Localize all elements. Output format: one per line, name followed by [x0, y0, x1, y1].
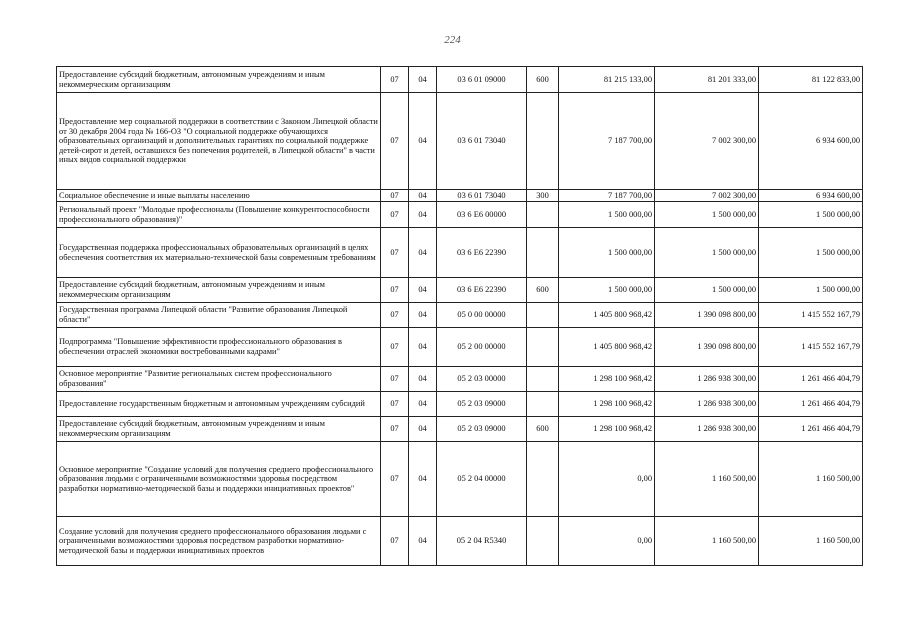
target-article-code: 05 2 00 00000 [437, 328, 527, 367]
amount-year-1: 1 298 100 968,42 [559, 392, 655, 417]
amount-year-2: 1 160 500,00 [655, 442, 759, 517]
amount-year-3: 1 415 552 167,79 [759, 328, 863, 367]
row-name: Предоставление субсидий бюджетным, автономным учреждениям и иным некоммерческим организациям [57, 67, 381, 93]
subsection-code: 04 [409, 392, 437, 417]
target-article-code: 05 2 03 09000 [437, 392, 527, 417]
amount-year-2: 1 160 500,00 [655, 517, 759, 566]
target-article-code: 05 2 04 00000 [437, 442, 527, 517]
subsection-code: 04 [409, 303, 437, 328]
table-row [57, 392, 863, 417]
amount-year-2: 7 002 300,00 [655, 93, 759, 190]
amount-year-3: 6 934 600,00 [759, 190, 863, 202]
row-name: Предоставление субсидий бюджетным, автономным учреждениям и иным некоммерческим организациям [57, 417, 381, 442]
amount-year-1: 1 298 100 968,42 [559, 367, 655, 392]
row-name: Региональный проект "Молодые профессионалы (Повышение конкурентоспособности профессионального образования)" [57, 202, 381, 228]
amount-year-2: 81 201 333,00 [655, 67, 759, 93]
subsection-code: 04 [409, 367, 437, 392]
amount-year-3: 1 261 466 404,79 [759, 392, 863, 417]
target-article-code: 03 6 E6 22390 [437, 228, 527, 278]
subsection-code: 04 [409, 278, 437, 303]
expense-type-code [527, 517, 559, 566]
table-row [57, 278, 863, 303]
amount-year-1: 0,00 [559, 517, 655, 566]
expense-type-code [527, 392, 559, 417]
amount-year-2: 1 286 938 300,00 [655, 417, 759, 442]
amount-year-2: 1 500 000,00 [655, 278, 759, 303]
expense-type-code [527, 228, 559, 278]
table-row [57, 202, 863, 228]
target-article-code: 05 2 03 09000 [437, 417, 527, 442]
amount-year-1: 7 187 700,00 [559, 190, 655, 202]
subsection-code: 04 [409, 417, 437, 442]
amount-year-3: 1 500 000,00 [759, 278, 863, 303]
row-name: Основное мероприятие "Создание условий для получения среднего профессионального образования людьми с ограниченными возможностями здоровья посредством разработки нормативно-методической базы и поддержки инициативных проектов" [57, 442, 381, 517]
amount-year-3: 1 500 000,00 [759, 228, 863, 278]
target-article-code: 03 6 01 73040 [437, 93, 527, 190]
subsection-code: 04 [409, 93, 437, 190]
amount-year-1: 81 215 133,00 [559, 67, 655, 93]
row-name: Предоставление государственным бюджетным и автономным учреждениям субсидий [57, 392, 381, 417]
target-article-code: 03 6 01 09000 [437, 67, 527, 93]
budget-allocation-table [56, 66, 863, 566]
target-article-code: 03 6 E6 00000 [437, 202, 527, 228]
subsection-code: 04 [409, 67, 437, 93]
subsection-code: 04 [409, 228, 437, 278]
section-code: 07 [381, 442, 409, 517]
amount-year-3: 6 934 600,00 [759, 93, 863, 190]
section-code: 07 [381, 202, 409, 228]
expense-type-code [527, 93, 559, 190]
target-article-code: 05 2 03 00000 [437, 367, 527, 392]
section-code: 07 [381, 367, 409, 392]
amount-year-1: 7 187 700,00 [559, 93, 655, 190]
amount-year-2: 1 500 000,00 [655, 228, 759, 278]
subsection-code: 04 [409, 442, 437, 517]
amount-year-3: 81 122 833,00 [759, 67, 863, 93]
table-row [57, 517, 863, 566]
row-name: Государственная программа Липецкой области "Развитие образования Липецкой области" [57, 303, 381, 328]
table-row [57, 442, 863, 517]
expense-type-code [527, 367, 559, 392]
table-row [57, 190, 863, 202]
target-article-code: 03 6 01 73040 [437, 190, 527, 202]
table-body [57, 67, 863, 566]
expense-type-code: 600 [527, 278, 559, 303]
subsection-code: 04 [409, 202, 437, 228]
section-code: 07 [381, 328, 409, 367]
table-row [57, 303, 863, 328]
amount-year-2: 1 390 098 800,00 [655, 303, 759, 328]
amount-year-3: 1 261 466 404,79 [759, 417, 863, 442]
section-code: 07 [381, 93, 409, 190]
section-code: 07 [381, 278, 409, 303]
section-code: 07 [381, 190, 409, 202]
amount-year-2: 1 390 098 800,00 [655, 328, 759, 367]
row-name: Социальное обеспечение и иные выплаты населению [57, 190, 381, 202]
target-article-code: 05 0 00 00000 [437, 303, 527, 328]
row-name: Создание условий для получения среднего профессионального образования людьми с ограниченными возможностями здоровья посредством разработки нормативно-методической базы и поддержки инициативных проектов [57, 517, 381, 566]
expense-type-code [527, 202, 559, 228]
table-row [57, 328, 863, 367]
expense-type-code: 600 [527, 67, 559, 93]
amount-year-1: 1 500 000,00 [559, 202, 655, 228]
page-number: 224 [444, 34, 461, 46]
expense-type-code [527, 442, 559, 517]
amount-year-1: 1 405 800 968,42 [559, 303, 655, 328]
section-code: 07 [381, 392, 409, 417]
row-name: Предоставление субсидий бюджетным, автономным учреждениям и иным некоммерческим организациям [57, 278, 381, 303]
section-code: 07 [381, 517, 409, 566]
table-row [57, 367, 863, 392]
amount-year-2: 1 286 938 300,00 [655, 392, 759, 417]
row-name: Подпрограмма "Повышение эффективности профессионального образования в обеспечении отраслей экономики востребованными кадрами" [57, 328, 381, 367]
expense-type-code [527, 303, 559, 328]
amount-year-1: 1 298 100 968,42 [559, 417, 655, 442]
subsection-code: 04 [409, 517, 437, 566]
expense-type-code [527, 328, 559, 367]
table-row [57, 93, 863, 190]
expense-type-code: 300 [527, 190, 559, 202]
table-row [57, 417, 863, 442]
table-row [57, 67, 863, 93]
row-name: Государственная поддержка профессиональных образовательных организаций в целях обеспечения соответствия их материально-технической базы современным требованиям [57, 228, 381, 278]
row-name: Основное мероприятие "Развитие региональных систем профессионального образования" [57, 367, 381, 392]
amount-year-1: 1 405 800 968,42 [559, 328, 655, 367]
subsection-code: 04 [409, 328, 437, 367]
amount-year-3: 1 415 552 167,79 [759, 303, 863, 328]
amount-year-3: 1 261 466 404,79 [759, 367, 863, 392]
section-code: 07 [381, 303, 409, 328]
row-name: Предоставление мер социальной поддержки в соответствии с Законом Липецкой области от 30 декабря 2004 года № 166-ОЗ "О социальной поддержке обучающихся образовательных организаций и дополнительных гарантиях по социальной поддержке детей-сирот и детей, оставшихся без попечения родителей, в Липецкой области" в части иных видов социальной поддержки [57, 93, 381, 190]
amount-year-2: 1 286 938 300,00 [655, 367, 759, 392]
section-code: 07 [381, 67, 409, 93]
expense-type-code: 600 [527, 417, 559, 442]
amount-year-3: 1 160 500,00 [759, 442, 863, 517]
amount-year-3: 1 500 000,00 [759, 202, 863, 228]
amount-year-3: 1 160 500,00 [759, 517, 863, 566]
section-code: 07 [381, 417, 409, 442]
subsection-code: 04 [409, 190, 437, 202]
amount-year-2: 7 002 300,00 [655, 190, 759, 202]
amount-year-1: 1 500 000,00 [559, 228, 655, 278]
target-article-code: 03 6 E6 22390 [437, 278, 527, 303]
section-code: 07 [381, 228, 409, 278]
amount-year-1: 0,00 [559, 442, 655, 517]
amount-year-1: 1 500 000,00 [559, 278, 655, 303]
table-row [57, 228, 863, 278]
target-article-code: 05 2 04 R5340 [437, 517, 527, 566]
amount-year-2: 1 500 000,00 [655, 202, 759, 228]
